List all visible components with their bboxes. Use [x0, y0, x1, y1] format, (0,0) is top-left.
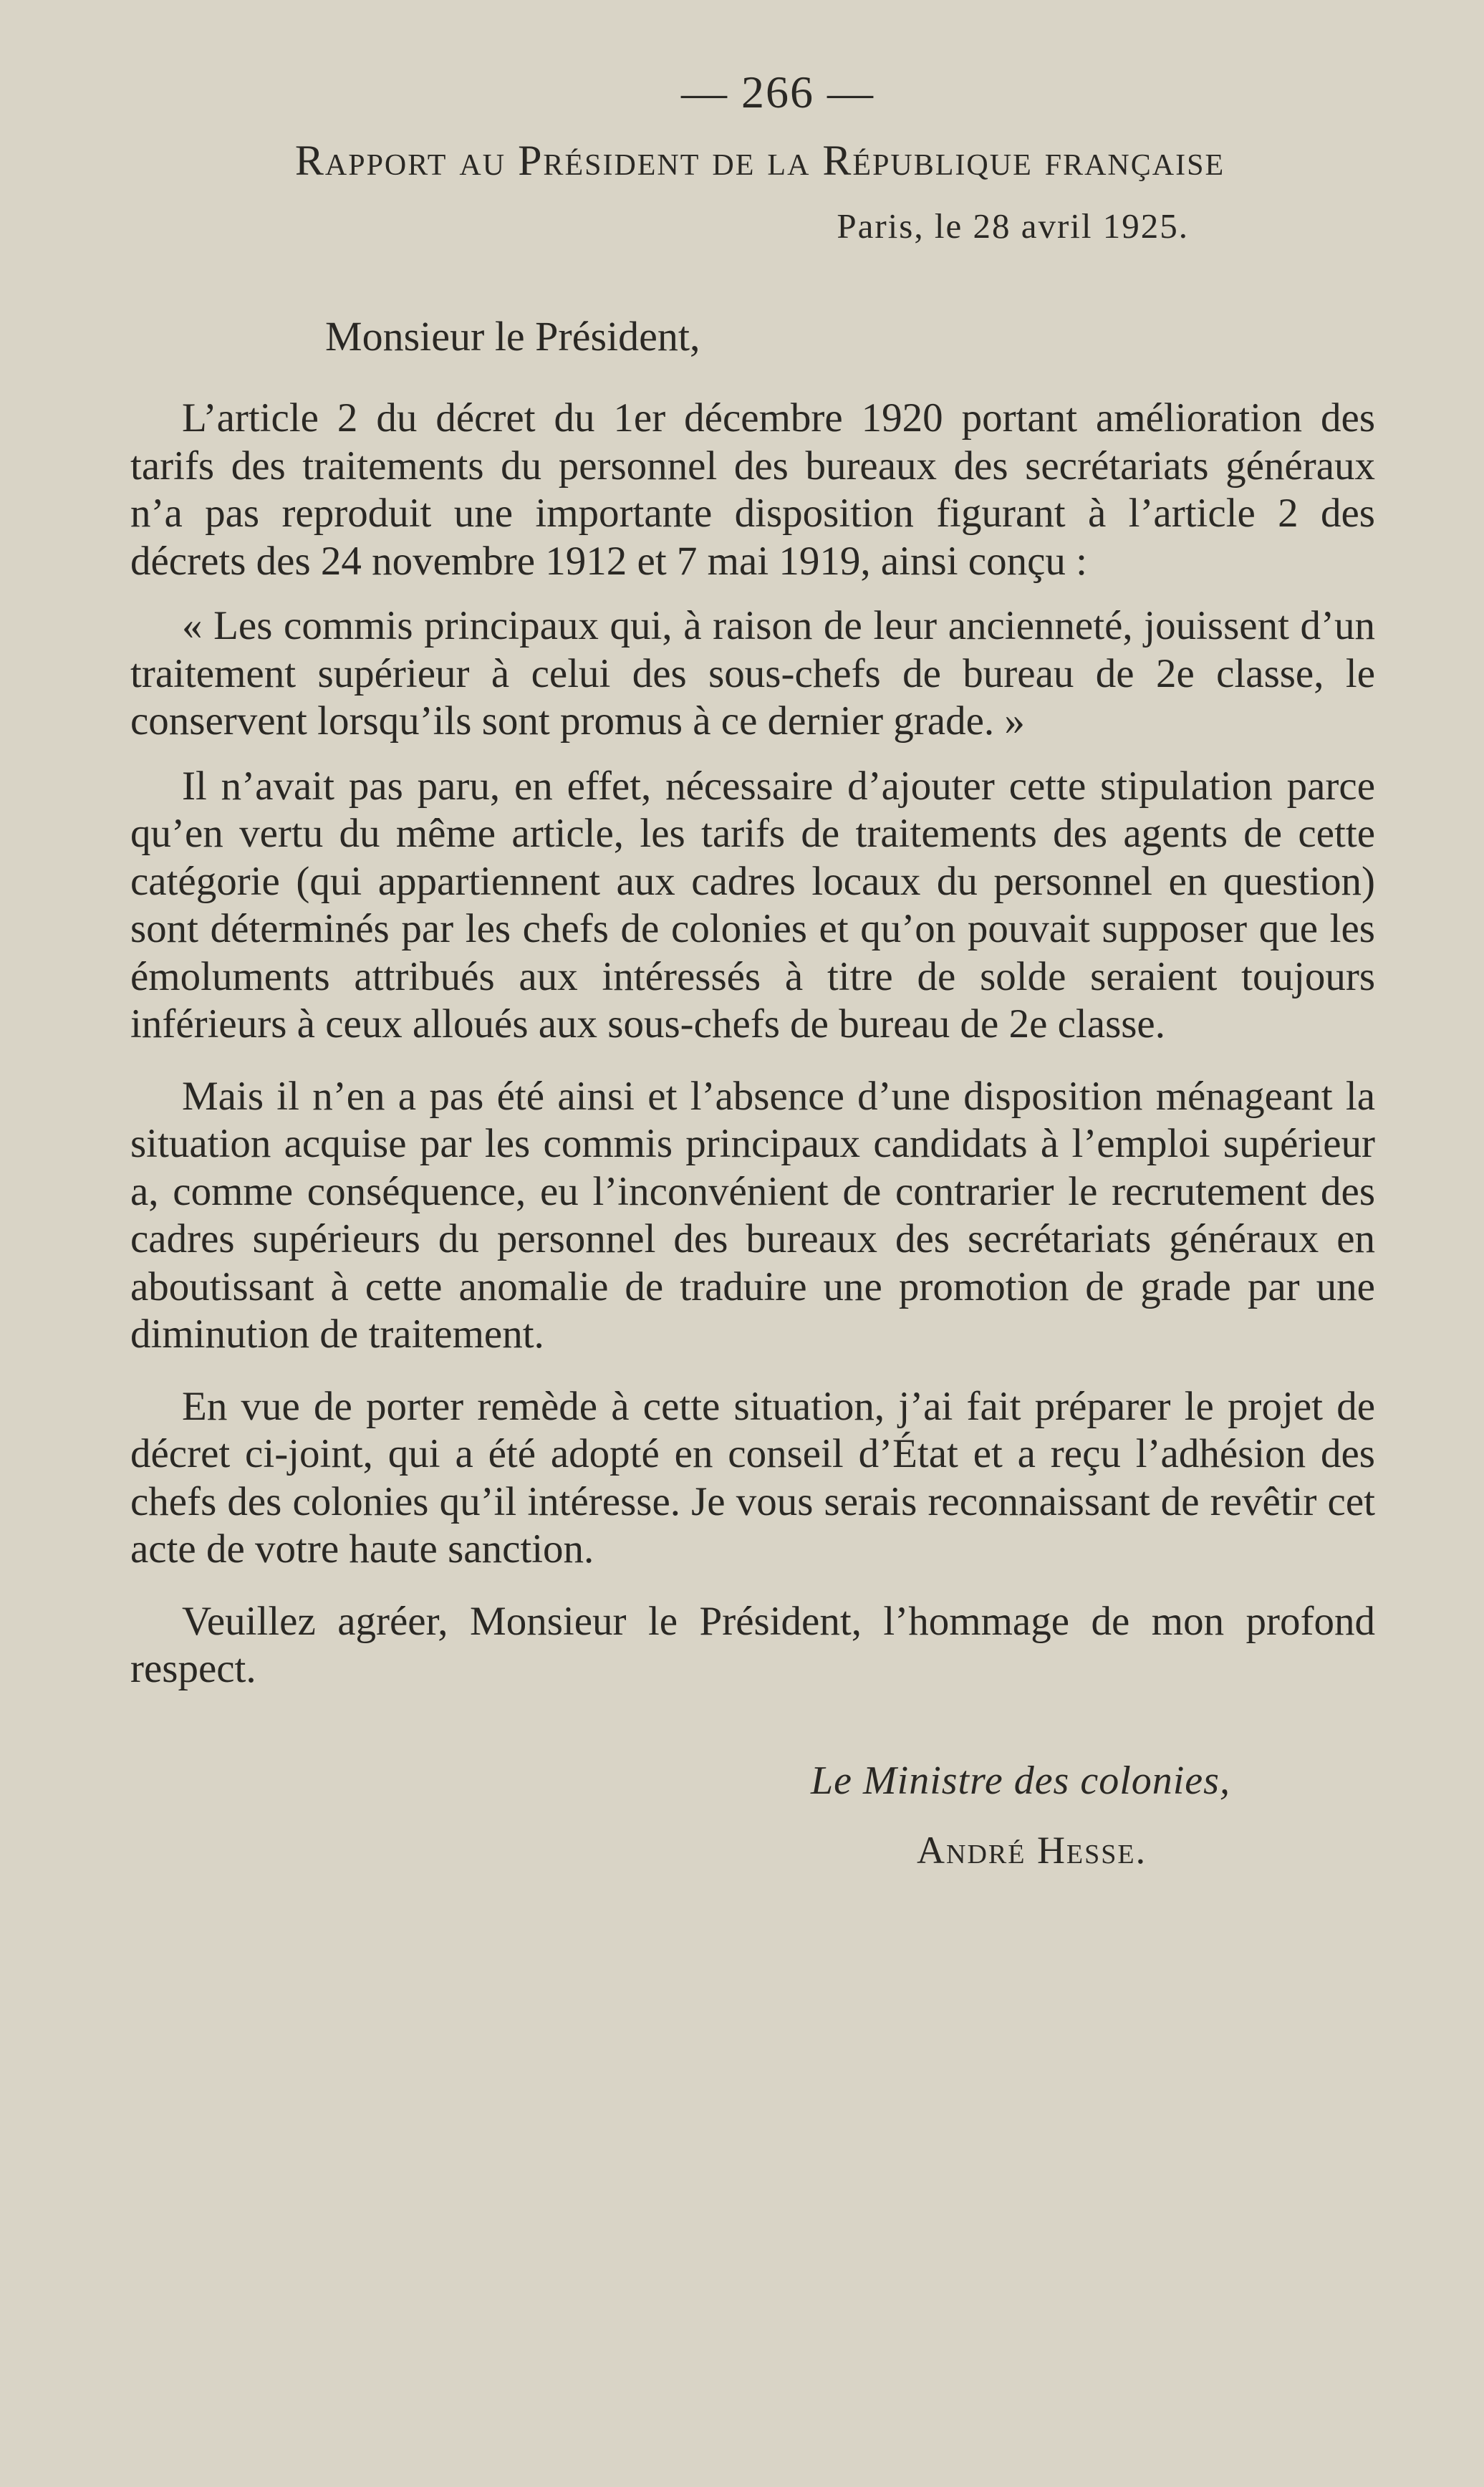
paragraph: « Les commis principaux qui, à raison de leur ancienneté, jouissent d’un traitement supérieur à celui des sous-chefs de bureau de 2e classe, le conservent lorsqu’ils sont promus à ce dernier grade. » — [130, 603, 1375, 744]
report-heading: Rapport au Président de la République française — [294, 137, 1225, 184]
salutation: Monsieur le Président, — [325, 313, 700, 360]
letter-body — [130, 395, 1375, 1693]
paragraph: Mais il n’en a pas été ainsi et l’absence d’une disposition ménageant la situation acquise par les commis principaux candidats à l’emploi supérieur a, comme conséquence, eu l’inconvénient de contrarier le recrutement des cadres supérieurs du personnel des bureaux des secrétariats généraux en aboutissant à cette anomalie de traduire une promotion de grade par une diminution de traitement. — [130, 1073, 1375, 1357]
paragraph: L’article 2 du décret du 1er décembre 1920 portant amélioration des tarifs des traitements du personnel des bureaux des secrétariats généraux n’a pas reproduit une importante disposition figurant à l’article 2 des décrets des 24 novembre 1912 et 7 mai 1919, ainsi conçu : — [130, 395, 1375, 584]
page-number: — 266 — — [681, 67, 874, 117]
paragraph: Il n’avait pas paru, en effet, nécessaire d’ajouter cette stipulation parce qu’en vertu du même article, les tarifs de traitements des agents de cette catégorie (qui appartiennent aux cadres locaux du personnel en question) sont déterminés par les chefs de colonies et qu’on pouvait supposer que les émoluments attribués aux intéressés à titre de solde seraient toujours inférieurs à ceux alloués aux sous-chefs de bureau de 2e classe. — [130, 763, 1375, 1047]
paragraph: En vue de porter remède à cette situation, j’ai fait préparer le projet de décret ci-joint, qui a été adopté en conseil d’État et a reçu l’adhésion des chefs des colonies qu’il intéresse. Je vous serais reconnaissant de revêtir cet acte de votre haute sanction. — [130, 1383, 1375, 1572]
dateline: Paris, le 28 avril 1925. — [837, 206, 1189, 246]
paragraph: Veuillez agréer, Monsieur le Président, l’hommage de mon profond respect. — [130, 1598, 1375, 1691]
closing-title: Le Ministre des colonies, — [811, 1758, 1230, 1803]
signature: André Hesse. — [917, 1828, 1147, 1872]
